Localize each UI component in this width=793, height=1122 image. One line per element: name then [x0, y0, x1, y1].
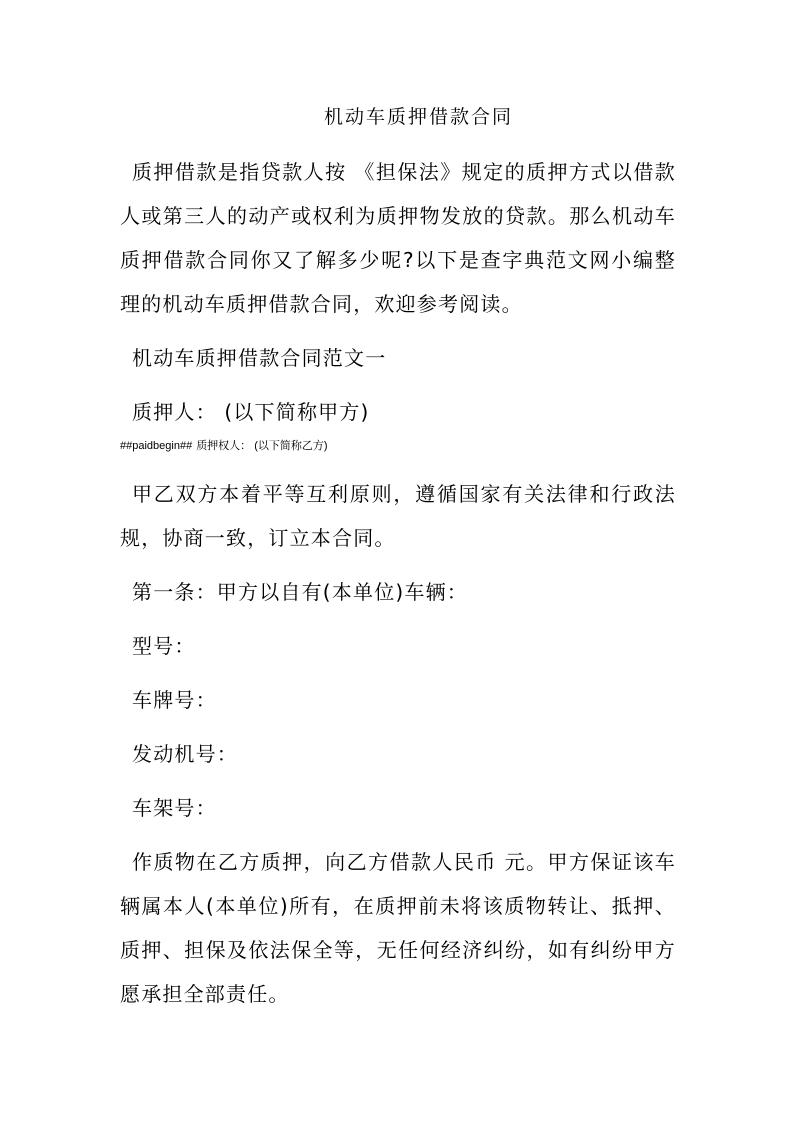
- paid-marker: ##paidbegin##: [120, 440, 193, 452]
- pledgor-line: 质押人： (以下简称甲方): [132, 400, 370, 424]
- frame-number-field: 车架号：: [132, 796, 217, 820]
- principle-paragraph: 甲乙双方本着平等互利原则，遵循国家有关法律和行政法规，协商一致，订立本合同。: [120, 482, 676, 550]
- document-title: 机动车质押借款合同: [323, 106, 513, 128]
- pledge-terms-paragraph: 作质物在乙方质押，向乙方借款人民币 元。甲方保证该车辆属本人(本单位)所有，在质押前未将该质物转让、抵押、质押、担保及依法保全等，无任何经济纠纷，如有纠纷甲方愿承担全部责任。: [120, 850, 676, 1006]
- article-one: 第一条：甲方以自有(本单位)车辆：: [132, 580, 469, 604]
- intro-paragraph: 质押借款是指贷款人按 《担保法》规定的质押方式以借款人或第三人的动产或权利为质押物发放的贷款。那么机动车质押借款合同你又了解多少呢?以下是查字典范文网小编整理的机动车质押借款合同，欢迎参考阅读。: [120, 160, 676, 316]
- section-heading: 机动车质押借款合同范文一: [132, 346, 387, 370]
- plate-number-field: 车牌号：: [132, 688, 217, 712]
- pledgee-text: 质押权人： (以下简称乙方): [196, 440, 328, 452]
- document-body: [120, 150, 676, 1026]
- engine-number-field: 发动机号：: [132, 742, 238, 766]
- model-field: 型号：: [132, 634, 196, 658]
- pledgee-line: [120, 438, 676, 454]
